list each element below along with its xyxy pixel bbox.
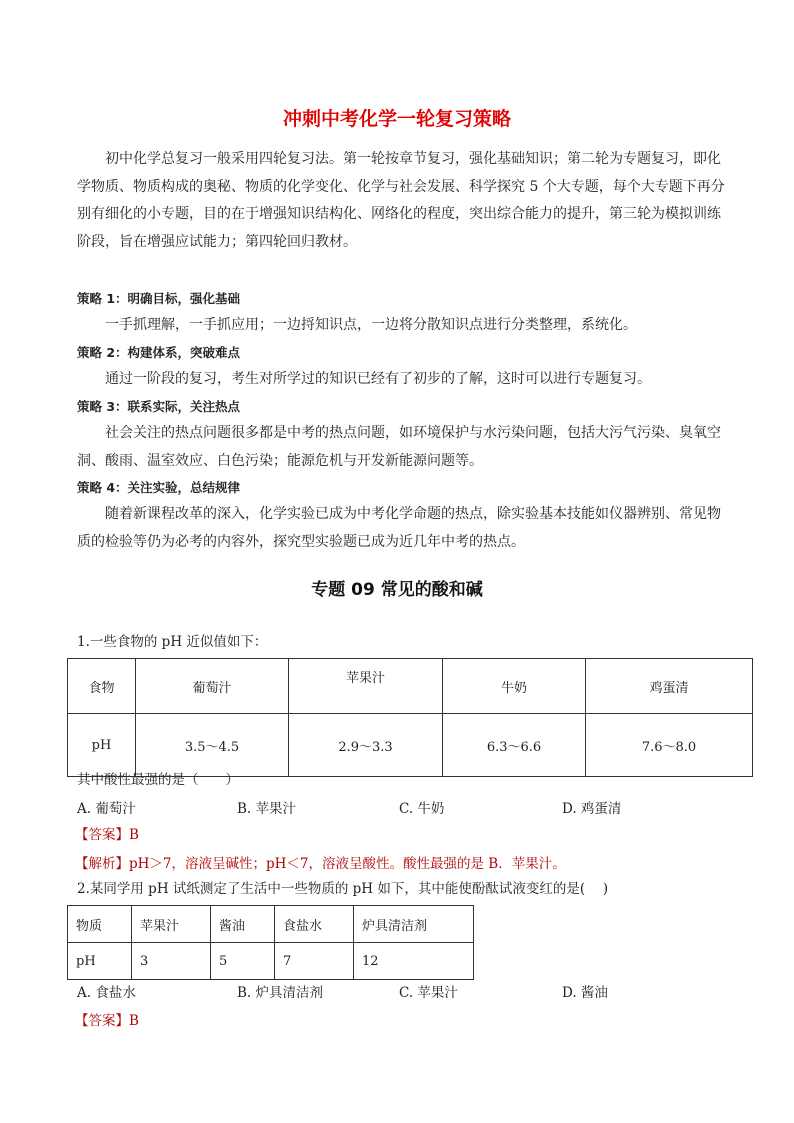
q1-stem: 1.一些食物的 pH 近似值如下： xyxy=(77,634,268,650)
table-cell: 7 xyxy=(275,943,354,980)
option-a: A. 食盐水 xyxy=(77,985,136,1001)
strategy-3-body: 社会关注的热点问题很多都是中考的热点问题，如环境保护与水污染问题，包括大污气污染、臭氧空洞、酸雨、温室效应、白色污染；能源危机与开发新能源问题等。 xyxy=(77,425,721,469)
strategy-4-body: 随着新课程改革的深入，化学实验已成为中考化学命题的热点，除实验基本技能如仪器辨别、常见物质的检验等仍为必考的内容外，探究型实验题已成为近几年中考的热点。 xyxy=(77,506,721,550)
option-b: B. 炉具清洁剂 xyxy=(237,985,324,1001)
table-cell: 牛奶 xyxy=(443,659,586,714)
table-cell: 2.9～3.3 xyxy=(289,714,443,777)
option-c: C. 苹果汁 xyxy=(399,985,458,1001)
table-cell: 3 xyxy=(132,943,211,980)
option-d: D. 酱油 xyxy=(562,985,608,1001)
q2-answer: 【答案】B xyxy=(75,1013,139,1029)
table-row xyxy=(68,906,474,943)
table-cell: 酱油 xyxy=(211,906,275,943)
strategy-1-heading: 策略 1：明确目标，强化基础 xyxy=(77,291,241,306)
q1-question: 其中酸性最强的是（ ） xyxy=(77,772,239,788)
table-row xyxy=(68,714,753,777)
option-d: D. 鸡蛋清 xyxy=(562,801,622,817)
option-b: B. 苹果汁 xyxy=(237,801,297,817)
q1-answer: 【答案】B xyxy=(75,827,139,843)
table-cell: 物质 xyxy=(68,906,132,943)
table-cell: pH xyxy=(68,714,136,777)
table-cell: 食盐水 xyxy=(275,906,354,943)
table-cell: 3.5～4.5 xyxy=(136,714,289,777)
q1-table xyxy=(67,658,753,777)
q2-stem: 2.某同学用 pH 试纸测定了生活中一些物质的 pH 如下，其中能使酚酞试液变红的是( ) xyxy=(77,881,609,897)
q1-analysis: 【解析】pH＞7，溶液呈碱性；pH＜7，溶液呈酸性。酸性最强的是 B．苹果汁。 xyxy=(75,856,566,872)
section-title: 专题 09 常见的酸和碱 xyxy=(311,580,483,600)
strategy-4-heading: 策略 4：关注实验，总结规律 xyxy=(77,480,241,495)
table-cell: 苹果汁 xyxy=(132,906,211,943)
table-row xyxy=(68,943,474,980)
table-cell: 葡萄汁 xyxy=(136,659,289,714)
strategy-2-heading: 策略 2：构建体系，突破难点 xyxy=(77,345,241,360)
table-cell: 7.6～8.0 xyxy=(586,714,753,777)
q2-table xyxy=(67,905,474,980)
table-cell: 6.3～6.6 xyxy=(443,714,586,777)
strategy-2-body: 通过一阶段的复习，考生对所学过的知识已经有了初步的了解，这时可以进行专题复习。 xyxy=(105,371,651,387)
intro-paragraph: 初中化学总复习一般采用四轮复习法。第一轮按章节复习，强化基础知识；第二轮为专题复习，即化学物质、物质构成的奥秘、物质的化学变化、化学与社会发展、科学探究 5 个大专题，每个大专题下再分别有细化的小专题，目的在于增强知识结构化、网络化的程度，突出综合能力的提升，第三轮为模拟训练阶段，旨在增强应试能力；第四轮回归教材。 xyxy=(77,151,725,250)
table-cell: 12 xyxy=(354,943,474,980)
strategy-1-body: 一手抓理解，一手抓应用；一边捋知识点，一边将分散知识点进行分类整理，系统化。 xyxy=(105,317,637,333)
table-cell: 5 xyxy=(211,943,275,980)
table-cell: 苹果汁 xyxy=(289,659,443,714)
q1-options xyxy=(77,797,737,817)
option-a: A. 葡萄汁 xyxy=(77,801,136,817)
table-cell: 食物 xyxy=(68,659,136,714)
q2-options xyxy=(77,981,737,1001)
document-title: 冲刺中考化学一轮复习策略 xyxy=(282,108,511,130)
table-row xyxy=(68,659,753,714)
option-c: C. 牛奶 xyxy=(399,801,445,817)
table-cell: 鸡蛋清 xyxy=(586,659,753,714)
table-cell: pH xyxy=(68,943,132,980)
table-cell: 炉具清洁剂 xyxy=(354,906,474,943)
strategy-3-heading: 策略 3：联系实际，关注热点 xyxy=(77,399,241,414)
